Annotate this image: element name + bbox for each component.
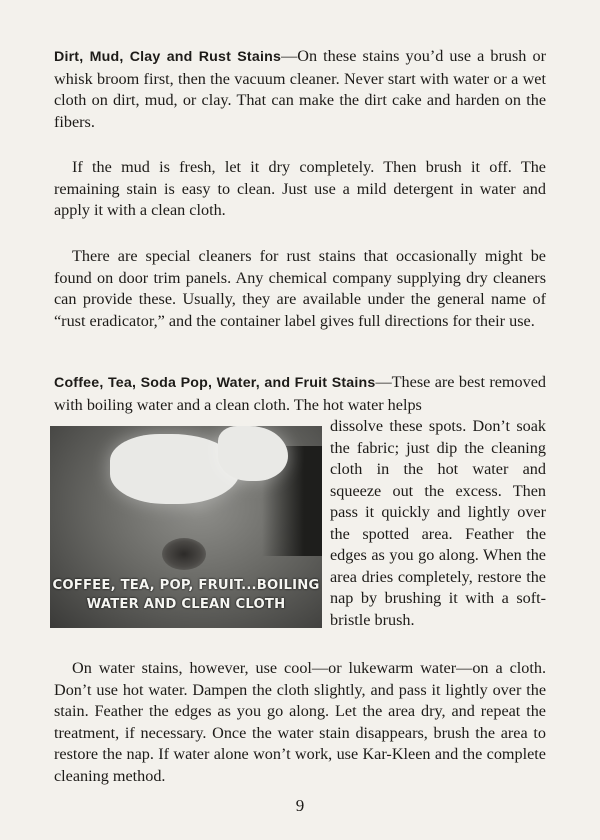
photo-caption-line1: COFFEE, TEA, POP, FRUIT...BOILING	[52, 578, 320, 593]
paragraph-dirt-stains	[54, 46, 546, 133]
paragraph-rust: There are special cleaners for rust stains that occasionally might be found on door trim panels. Any chemical company supplying dry cleaners can provide these. Usually, they are available under the general name of “rust eradicator,” and the container label gives full directions for their use.	[54, 247, 546, 330]
paragraph-coffee-stains	[54, 372, 546, 416]
paragraph-fresh-mud: If the mud is fresh, let it dry completely. Then brush it off. The remaining stain is easy to clean. Just use a mild detergent in water and apply it with a clean cloth.	[54, 158, 546, 219]
paragraph-coffee-wrap: dissolve these spots. Don’t soak the fabric; just dip the cleaning cloth in the hot water and squeeze out the excess. Then pass it quickly and lightly over the spotted area. Feather the edges as you go along. When the area dries completely, restore the nap by brushing it with a soft-bristle brush.	[330, 417, 546, 629]
page-number: 9	[295, 796, 305, 815]
paragraph-water-stains: On water stains, however, use cool—or lukewarm water—on a cloth. Don’t use hot water. Dampen the cloth slightly, and pass it lightly over the stain. Feather the edges as you go along. Let the area dry, and repeat the treatment, if necessary. Once the water stain disappears, brush the area to restore the nap. If water alone won’t work, use Kar-Kleen and the complete cleaning method.	[54, 659, 546, 785]
cleaning-photo	[50, 426, 322, 628]
photo-caption	[50, 576, 322, 614]
photo-stain	[162, 538, 206, 570]
paragraph-coffee-body: —These are best removed with boiling water and a clean cloth. The hot water helps	[54, 373, 546, 414]
section-heading-dirt: Dirt, Mud, Clay and Rust Stains	[54, 49, 282, 65]
section-heading-coffee: Coffee, Tea, Soda Pop, Water, and Fruit Stains	[54, 375, 376, 391]
photo-caption-line2: WATER AND CLEAN CLOTH	[86, 597, 286, 612]
photo-hand	[218, 426, 288, 481]
paragraph-dirt-body: —On these stains you’d use a brush or whisk broom first, then the vacuum cleaner. Never start with water or a wet cloth on dirt, mud, or clay. That can make the dirt cake and harden on the fibers.	[54, 47, 547, 131]
